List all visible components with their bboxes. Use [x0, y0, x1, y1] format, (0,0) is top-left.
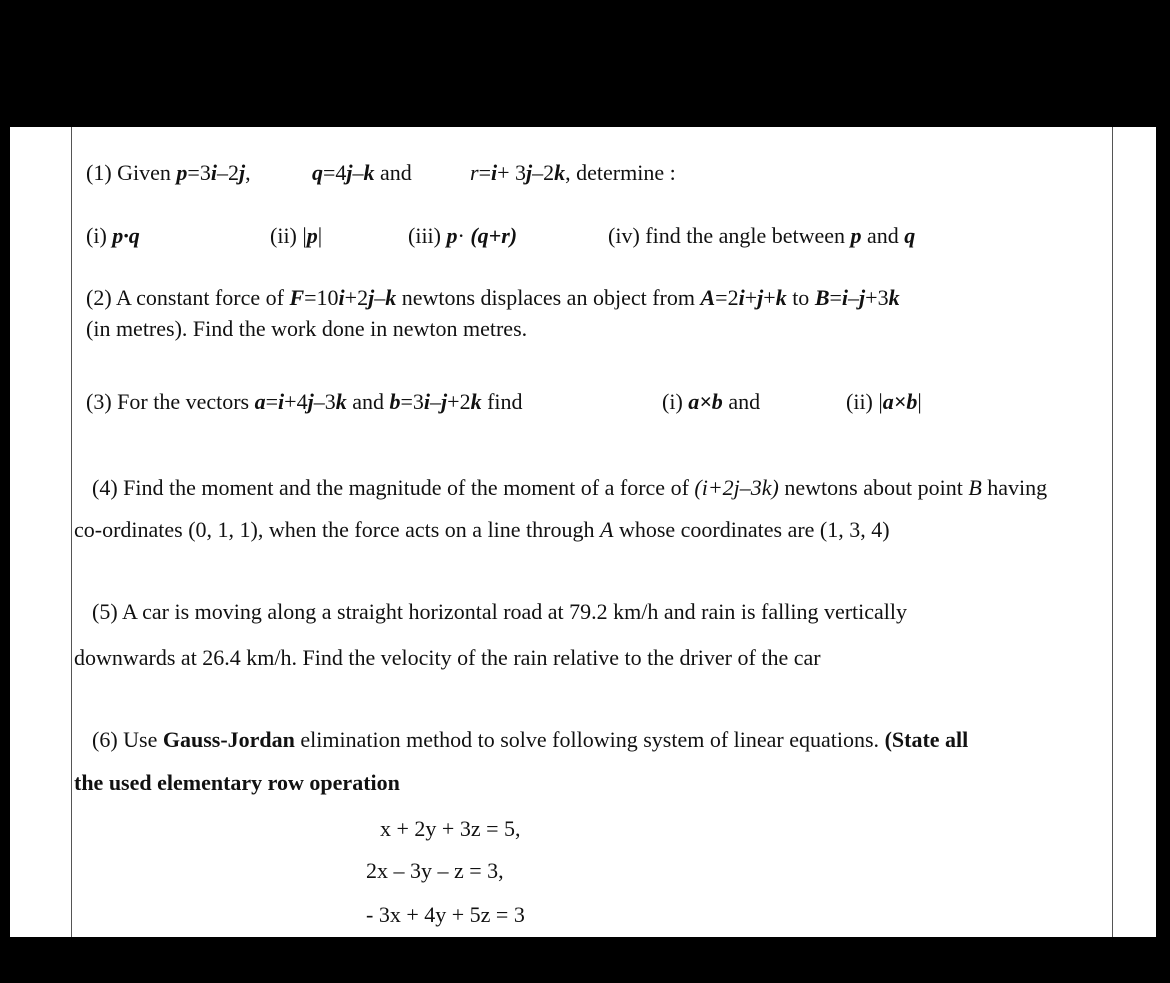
q3-b-eq: =3	[400, 389, 424, 414]
q2-A-k: k	[775, 285, 787, 310]
q3-a-p4: +4	[284, 389, 308, 414]
q6-method: Gauss-Jordan	[162, 727, 295, 752]
q2-A-p2: +	[763, 285, 776, 310]
q4-tail: having	[981, 475, 1048, 500]
document-page	[10, 127, 1156, 937]
q1-p-minus: –2	[216, 160, 239, 185]
q3-a-j: j	[307, 389, 314, 414]
q3-b-j: j	[441, 389, 448, 414]
q3-part-ii-label: (ii) |	[846, 389, 883, 414]
q1-part-i	[86, 223, 140, 249]
q1-part-iii-label: (iii)	[408, 223, 447, 248]
q1-part-iv-and: and	[861, 223, 905, 248]
q4-A: A	[600, 517, 614, 542]
q1-q-j: j	[346, 160, 353, 185]
q2-F-i: i	[338, 285, 345, 310]
q1-part-iii-expr: (q+r)	[470, 223, 518, 248]
question-6-line-1	[92, 727, 968, 753]
q1-q: q	[312, 160, 323, 185]
question-1-statement	[86, 160, 251, 186]
question-1-q	[312, 160, 412, 186]
q3-a-m3: –3	[313, 389, 336, 414]
q1-part-iv-q: q	[904, 223, 916, 248]
q1-part-i-expr: p·q	[112, 223, 140, 248]
q2-B: B	[814, 285, 830, 310]
q4-B: B	[968, 475, 982, 500]
q4-line2-a: co-ordinates (0, 1, 1), when the force acts on a line through	[74, 517, 600, 542]
q3-part-ii	[846, 389, 922, 415]
q2-B-j: j	[859, 285, 866, 310]
q1-part-ii	[270, 223, 322, 249]
q2-F-m: –	[374, 285, 386, 310]
q3-and: and	[346, 389, 390, 414]
equation-1: x + 2y + 3z = 5,	[380, 816, 521, 841]
q1-p-val: =3	[187, 160, 211, 185]
q3-part-ii-expr: a×b	[882, 389, 918, 414]
q3-a-eq: =	[265, 389, 279, 414]
q1-part-ii-var: p	[306, 223, 318, 248]
q1-q-k: k	[363, 160, 375, 185]
q2-B-k: k	[888, 285, 900, 310]
q2-B-i: i	[841, 285, 849, 310]
q3-part-i-label: (i)	[662, 389, 689, 414]
q2-mid: newtons displaces an object from	[396, 285, 701, 310]
q1-r: r	[470, 160, 479, 185]
q1-part-iv-label: (iv) find the angle between	[608, 223, 851, 248]
q1-r-k: k	[554, 160, 566, 185]
q3-b-i: i	[423, 389, 431, 414]
q3-a-i: i	[278, 389, 285, 414]
q2-F-j: j	[368, 285, 375, 310]
q3-lead: (3) For the vectors	[86, 389, 255, 414]
q2-F-eq: =10	[304, 285, 339, 310]
q3-b: b	[389, 389, 401, 414]
q1-part-iv	[608, 223, 915, 249]
q4-mid: newtons about point	[778, 475, 969, 500]
q4-lead: (4) Find the moment and the magnitude of the moment of a force of	[92, 475, 695, 500]
q1-part-iii-dot: ·	[457, 223, 471, 248]
q2-A-j: j	[757, 285, 764, 310]
q4-force: (i+2j–3k)	[694, 475, 779, 500]
q3-b-k: k	[470, 389, 482, 414]
q1-p-i: i	[210, 160, 217, 185]
q2-B-p3: +3	[865, 285, 889, 310]
q6-state: (State all	[884, 727, 969, 752]
question-5-line-1: (5) A car is moving along a straight horizontal road at 79.2 km/h and rain is falling vertically	[92, 599, 908, 624]
q1-part-i-label: (i)	[86, 223, 113, 248]
q4-line2-b: whose coordinates are (1, 3, 4)	[613, 517, 890, 542]
question-1-r	[470, 160, 676, 186]
equation-2: 2x – 3y – z = 3,	[366, 858, 504, 883]
q6-lead: (6) Use	[92, 727, 163, 752]
q1-r-minus: –2	[532, 160, 555, 185]
q2-A: A	[700, 285, 716, 310]
q3-a-k: k	[335, 389, 347, 414]
question-6-line-2: the used elementary row operation	[74, 770, 400, 795]
q2-lead: (2) A constant force of	[86, 285, 290, 310]
question-2-line-2: (in metres). Find the work done in newton metres.	[86, 316, 528, 341]
q3-part-i-expr: a×b	[688, 389, 723, 414]
q3-b-m: –	[430, 389, 442, 414]
q1-part-iii-p: p	[446, 223, 458, 248]
q2-A-eq: =2	[715, 285, 739, 310]
q1-q-minus: –	[352, 160, 364, 185]
question-2-statement	[86, 285, 900, 311]
q2-A-p: +	[744, 285, 758, 310]
q1-part-iv-p: p	[850, 223, 862, 248]
q2-B-eq: =	[829, 285, 842, 310]
q3-part-i	[662, 389, 760, 415]
q3-a: a	[254, 389, 266, 414]
q3-part-ii-end: |	[917, 389, 922, 414]
q1-q-val: =4	[323, 160, 347, 185]
q2-A-i: i	[738, 285, 745, 310]
table-border-left	[71, 127, 72, 937]
q1-part-iii	[408, 223, 517, 249]
q2-B-m: –	[848, 285, 860, 310]
equation-3: - 3x + 4y + 5z = 3	[366, 902, 525, 927]
q1-and: and	[374, 160, 412, 185]
q1-part-ii-end: |	[317, 223, 323, 248]
q3-b-p2: +2	[447, 389, 471, 414]
q2-F-p2: +2	[344, 285, 369, 310]
q1-r-j: j	[526, 160, 533, 185]
q3-part-i-and: and	[722, 389, 761, 414]
q1-r-eq: =	[478, 160, 491, 185]
q3-find: find	[481, 389, 523, 414]
q1-part-ii-label: (ii) |	[270, 223, 307, 248]
q1-tail: , determine :	[565, 160, 676, 185]
q1-p-j: j	[238, 160, 246, 185]
q1-r-i: i	[490, 160, 498, 185]
question-4-line-1	[92, 475, 1047, 501]
q1-p-comma: ,	[245, 160, 251, 185]
q6-mid: elimination method to solve following system of linear equations.	[294, 727, 885, 752]
table-border-right	[1112, 127, 1113, 937]
question-4-line-2	[74, 517, 890, 543]
q2-F-k: k	[385, 285, 397, 310]
q2-to: to	[786, 285, 815, 310]
question-5-line-2: downwards at 26.4 km/h. Find the velocity of the rain relative to the driver of the car	[74, 645, 821, 670]
q1-p: p	[176, 160, 188, 185]
q2-F: F	[289, 285, 305, 310]
question-3-statement	[86, 389, 523, 415]
q1-r-plus: + 3	[497, 160, 527, 185]
q1-lead: (1) Given	[86, 160, 177, 185]
